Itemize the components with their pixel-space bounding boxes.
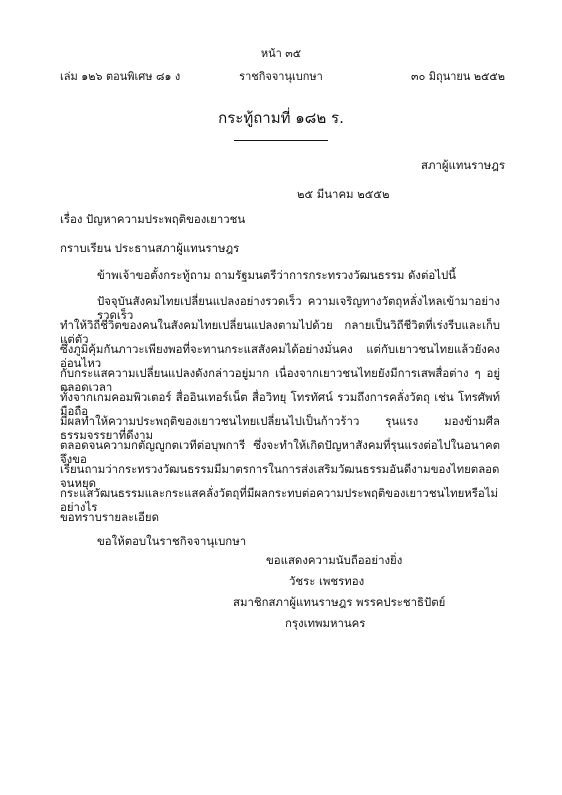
signer-name: วัชระ เพชรทอง (289, 574, 365, 588)
body-line: ทั้งจากเกมคอมพิวเตอร์ สื่ออินเทอร์เน็ต สื่อวิทยุ โทรทัศน์ รวมถึงการคลั่งวัตถุ เช่น โทรศัพท์มือถือ (60, 390, 500, 418)
gazette-name: ราชกิจจานุเบกษา (239, 70, 323, 83)
volume-info: เล่ม ๑๒๖ ตอนพิเศษ ๘๑ ง (60, 70, 181, 83)
page-number: หน้า ๓๕ (260, 47, 302, 60)
title-underline (234, 140, 328, 141)
body-line: ทำให้วิถีชีวิตของคนในสังคมไทยเปลี่ยนแปลงตามไปด้วย กลายเป็นวิถีชีวิตที่เร่งรีบและเก็บแต่ตัว (60, 318, 500, 346)
body-line: ปัจจุบันสังคมไทยเปลี่ยนแปลงอย่างรวดเร็ว ความเจริญทางวัตถุหลั่งไหลเข้ามาอย่างรวดเร็ว (97, 294, 500, 322)
closing-phrase: ขอแสดงความนับถืออย่างยิ่ง (266, 553, 403, 567)
answer-request: ขอให้ตอบในราชกิจจานุเบกษา (97, 534, 247, 548)
body-line-last: ขอทราบรายละเอียด (60, 510, 159, 524)
body-line: ซึ่งภูมิคุ้มกันภาวะเพียงพอที่จะทานกระแสสังคมได้อย่างมั่นคง แต่กับเยาวชนไทยแล้วยังคงอ่อนไหว (60, 342, 500, 370)
subject-line: เรื่อง ปัญหาความประพฤติของเยาวชน (60, 212, 246, 226)
recipient-organization: สภาผู้แทนราษฎร (421, 158, 505, 172)
body-line: มีผลทำให้ความประพฤติของเยาวชนไทยเปลี่ยนไปเป็นก้าวร้าว รุนแรง มองข้ามศีลธรรมจรรยาที่ดีงาม (60, 414, 500, 442)
body-line: เรียนถามว่ากระทรวงวัฒนธรรมมีมาตรการในการส่งเสริมวัฒนธรรมอันดีงามของไทยตลอดจนหยุด (60, 462, 500, 490)
body-line: ตลอดจนความกตัญญูกตเวทีต่อบุพการี ซึ่งจะทำให้เกิดปัญหาสังคมที่รุนแรงต่อไปในอนาคต จึงขอ (60, 438, 500, 466)
letter-date: ๒๕ มีนาคม ๒๕๕๒ (297, 187, 390, 201)
issue-date: ๓๐ มิถุนายน ๒๕๕๒ (411, 70, 505, 83)
document-title: กระทู้ถามที่ ๑๘๒ ร. (218, 109, 344, 127)
signer-position: สมาชิกสภาผู้แทนราษฎร พรรคประชาธิปัตย์ (233, 595, 446, 609)
body-line: กระแสวัฒนธรรมและกระแสคลั่งวัตถุที่มีผลกระทบต่อความประพฤติของเยาวชนไทยหรือไม่อย่างไร (60, 486, 498, 514)
body-line: กับกระแสความเปลี่ยนแปลงดังกล่าวอยู่มาก เนื่องจากเยาวชนไทยยังมีการเสพสื่อต่าง ๆ อยู่ตลอดเวลา (60, 366, 500, 394)
intro-sentence: ข้าพเจ้าขอตั้งกระทู้ถาม ถามรัฐมนตรีว่าการกระทรวงวัฒนธรรม ดังต่อไปนี้ (97, 268, 456, 282)
signer-province: กรุงเทพมหานคร (285, 616, 366, 630)
salutation: กราบเรียน ประธานสภาผู้แทนราษฎร (60, 241, 240, 255)
